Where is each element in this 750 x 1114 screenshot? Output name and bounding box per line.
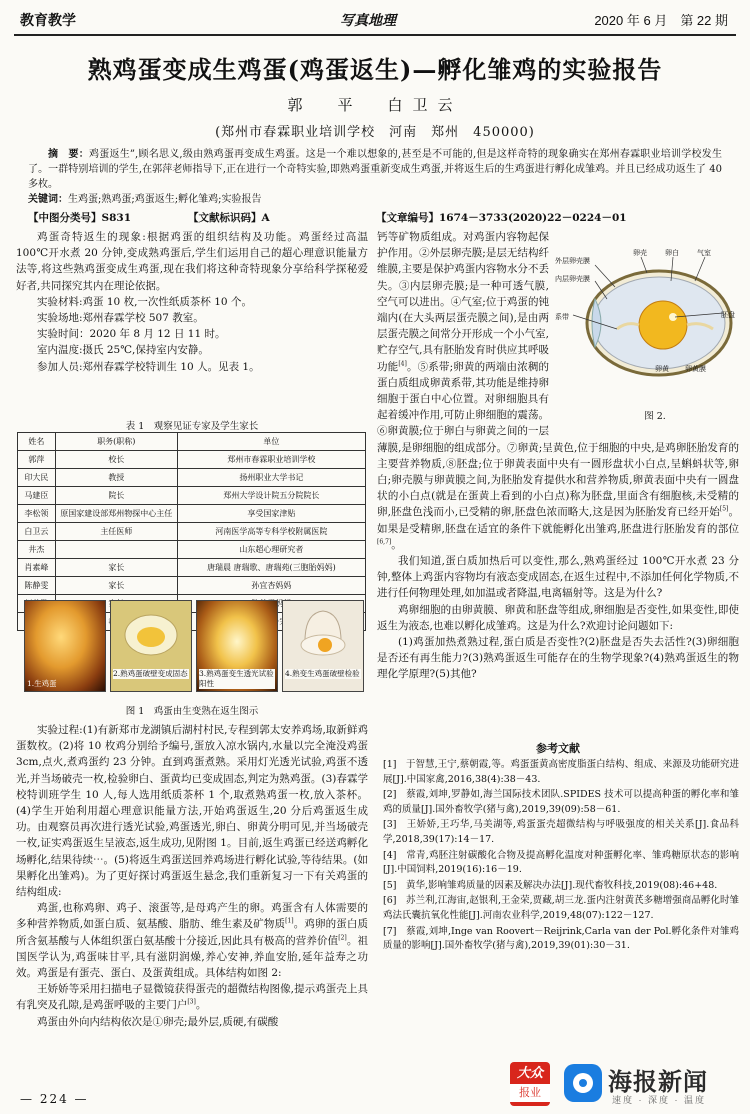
table-row [18, 577, 366, 595]
table-row [18, 451, 366, 469]
table-cell: 校长 [55, 451, 177, 469]
table-row [18, 505, 366, 523]
label-inner-membrane: 内层卵壳膜 [555, 275, 590, 283]
authors: 郭 平 白卫云 [287, 96, 463, 114]
table-cell: 郭萍 [18, 451, 56, 469]
journal-name: 写真地理 [340, 13, 396, 29]
table-cell: 印大民 [18, 469, 56, 487]
table-cell [55, 541, 177, 559]
photo-caption: 2.熟鸡蛋破壁变成固态 [113, 669, 188, 678]
abstract-label: 摘 要： [48, 149, 89, 160]
label-albumen: 卵白 [665, 249, 679, 257]
photo-caption: 1.生鸡蛋 [27, 679, 57, 688]
table-cell: 马建臣 [18, 487, 56, 505]
reference-item: [7] 蔡霞,刘坤,Inge van Roovert－Reijrink,Carla van der Pol.孵化条件对雏鸡质量的影响[J].国外畜牧学(猪与禽),2019,39(01):30－31. [383, 925, 739, 952]
intro-paragraph: 鸡蛋奇特返生的现象:根据鸡蛋的组织结构及功能。鸡蛋经过高温 100℃开水煮 20 分钟,变成熟鸡蛋后,学生们运用自己的超心理意识能量方法等,将这些熟鸡蛋变成生鸡蛋,现在我们将这种奇特现象分享给科学探秘爱好者,共同探究其内在理论依据。 [16, 231, 368, 292]
table-cell: 院长 [55, 487, 177, 505]
reference-item: [4] 常青,鸡胚注射碳酸化合物及提高孵化温度对种蛋孵化率、雏鸡糖原状态的影响[J].中国饲料,2019(16):16－19. [383, 849, 739, 876]
table-caption: 表 1 观察见证专家及学生家长 [125, 421, 259, 432]
label-yolk-membrane: 卵黄膜 [685, 365, 706, 373]
table-cell: 原国家建设部郑州物探中心主任 [55, 505, 177, 523]
table-cell: 河南医学高等专科学校附属医院 [177, 523, 365, 541]
article-title: 熟鸡蛋变成生鸡蛋(鸡蛋返生)—孵化雏鸡的实验报告 [87, 55, 663, 84]
table-cell: 孙宜杏妈妈 [177, 577, 365, 595]
table-header-cell: 职务(职称) [55, 433, 177, 451]
affiliation: (郑州市春霖职业培训学校 河南 郑州 450000) [215, 125, 535, 140]
table-cell: 白卫云 [18, 523, 56, 541]
structure-list-paragraph: 钙等矿物质组成。对鸡蛋内容物起保护作用。②外层卵壳膜;是层无结构纤维膜,主要是保护鸡蛋内容物水分不丢失。③内层卵壳膜;是一种可透气膜,空气可以进出。④气室;位于鸡蛋的钝端内(在大头两层蛋壳膜之间),是由两层蛋壳膜之间常分开形成一个小气室,贮存空气,具有胚胎发育时供应其呼吸功能[4]。⑤系带;卵黄的两端由浓稠的蛋白质组成卵黄系带,其功能是维持卵细胞于蛋白中心位置。对卵细胞具有起着缓冲作用,可防止卵细胞的震荡。⑥卵黄膜;位于卵白与卵黄之间的一层薄膜,是卵细胞的组成部分。⑦卵黄;呈黄色,位于细胞的中央,是鸡卵胚胎发育的主要营养物质,⑧胚盘;位于卵黄表面中央有一圆形盘状小白点,呈蝌蚪状等,卵白;卵壳膜与卵黄膜之间,为胚胎发育提供水和营养物质,卵黄表面中央有一圆盘状的小白点(就是在蛋黄上看到的小白点)称为胚盘,里面含有细胞核,未受精的卵,胚盘色浅而小,已受精的卵,胚盘色浓而略大,这是因为胚胎发育已经开始[5]。如果是受精卵,胚盘在适宜的条件下就能孵化出雏鸡,胚盘进行胚胎发育的部位[6,7]。 [377, 231, 739, 551]
reference-item: [2] 蔡霞,刘坤,罗静如,海兰国际技术团队.SPIDES 技术可以提高种蛋的孵化率和雏鸡的质量[J].国外畜牧学(猪与禽),2019,39(09):58－61. [383, 789, 739, 815]
outside-paragraph: 鸡蛋由外向内结构依次是①卵壳;最外层,质硬,有碳酸 [37, 1015, 279, 1028]
photo-candling-test [196, 600, 278, 692]
reference-item: [6] 苏兰利,江海宙,赵银利,王金荣,贾藏,胡三龙.蛋内注射黄芪多糖增强商品孵化时雏鸡法氏囊抗氧化性能[J].河南农业科学,2019,48(07):122－127. [383, 895, 739, 921]
badge-bottom-text: 报业 [510, 1084, 550, 1102]
keywords-label: 关键词： [28, 194, 68, 205]
participants-line: 参加人员:郑州春霖学校特训生 10 人。见表 1。 [37, 360, 260, 373]
reference-item: [3] 王娇娇,王巧华,马美湖等,鸡蛋蛋壳超微结构与呼吸强度的相关关系[J].食品科学,2018,39(17):14－17. [383, 819, 739, 845]
figure-2-caption: 图 2. [644, 411, 666, 422]
questions-paragraph: (1)鸡蛋加热煮熟过程,蛋白质是否变性?(2)胚盘是否失去活性?(3)卵细胞是否还有再生能力?(3)熟鸡蛋返生可能存在的生物学现象?(4)熟鸡蛋返生的物理化学原理?(5)其他? [377, 636, 739, 681]
temperature-line: 室内温度:摄氏 25℃,保持室内安静。 [37, 344, 209, 357]
keywords [28, 193, 722, 207]
table-cell: 山东超心理研究者 [177, 541, 365, 559]
table-row [18, 523, 366, 541]
label-yolk: 卵黄 [655, 365, 669, 373]
table-cell: 主任医师 [55, 523, 177, 541]
haibao-brand: 海报新闻 [608, 1069, 708, 1096]
table-cell: 家长 [55, 577, 177, 595]
figure-1-caption: 图 1 鸡蛋由生变熟在返生图示 [125, 706, 259, 717]
table-cell: 家长 [55, 559, 177, 577]
table-cell: 唐瑞晨 唐瑞歌、唐瑞苑(三胞胎妈妈) [177, 559, 365, 577]
photo-caption: 3.熟鸡蛋变生透光试验阳性 [199, 669, 274, 688]
table-row [18, 469, 366, 487]
keywords-text: 生鸡蛋;熟鸡蛋;鸡蛋返生;孵化雏鸡;实验报告 [68, 194, 262, 205]
label-air-cell: 气室 [697, 249, 711, 257]
table-cell: 扬州职业大学书记 [177, 469, 365, 487]
abstract [28, 147, 722, 192]
table-header-cell: 姓名 [18, 433, 56, 451]
label-outer-membrane: 外层卵壳膜 [555, 257, 590, 265]
left-column-bottom [16, 722, 368, 1030]
cooked-egg-illustration [111, 605, 191, 665]
table-row [18, 487, 366, 505]
process-paragraph: 实验过程:(1)有新郑市龙湖镇后湖村村民,专程到郭太安养鸡场,取新鲜鸡蛋数枚。(2)将 10 枚鸡分别给予编号,蛋放入凉水锅内,水量以完全淹没鸡蛋 3cm,点火,煮鸡蛋约 23 分钟。直到鸡蛋煮熟。采用灯光透光试验,鸡蛋不透光,并当场破壳一枚,检验卵白、蛋黄均已变成固态,判定为熟鸡蛋。(3)春霖学校特训班学生 10 人,每人选用纸质茶杯 1 个,取煮熟鸡蛋一枚,放入茶杯。(4)学生开始利用超心理意识能量方法,开始鸡蛋返生,20 分后鸡蛋返生成功。由观察员再次进行透光试验,鸡蛋透光,卵白、卵黄分明可见,并当场破壳一枚,证实鸡蛋返生呈液态,返生成功,见附图 1。目前,返生鸡蛋已经送鸡孵化场孵化,结果待续⋯。(5)将返生鸡蛋送回养鸡场进行孵化试验,等待结果。(如果孵化出雏鸡)。为了更好探讨鸡蛋返生悬念,我们重新复习一下有关鸡蛋的结构组成: [16, 724, 368, 899]
photo-caption: 4.熟变生鸡蛋破壁检验 [285, 669, 360, 678]
right-column-top [377, 229, 739, 683]
materials-line: 实验材料:鸡蛋 10 枚,一次性纸质茶杯 10 个。 [37, 295, 252, 308]
time-line: 实验时间：2020 年 8 月 12 日 11 时。 [37, 328, 226, 341]
table-cell: 享受国家津贴 [177, 505, 365, 523]
table-cell: 李松领 [18, 505, 56, 523]
section-label: 教育教学 [20, 13, 76, 29]
table-cell: 井杰 [18, 541, 56, 559]
table-cell: 陈静雯 [18, 577, 56, 595]
photo-returned-egg [282, 600, 364, 692]
left-column-top [16, 229, 368, 375]
table-cell: 郑州大学设计院五分院院长 [177, 487, 365, 505]
badge-top-text: 大众 [516, 1065, 543, 1080]
wang-paragraph: 王娇娇等采用扫描电子显微镜获得蛋壳的超微结构图像,提示鸡蛋壳上具有乳突及孔隙,是鸡蛋呼吸的主要门户[3]。 [16, 983, 368, 1012]
article-number: 【文章编号】1674－3733(2020)22－0224－01 [376, 212, 627, 224]
page-number: — 224 — [20, 1092, 89, 1106]
structure-paragraph: 鸡蛋,也称鸡卵、鸡子、滚蛋等,是母鸡产生的卵。鸡蛋含有人体需要的多种营养物质,如蛋白质、氨基酸、脂肪、维生素及矿物质[1]。鸡卵的蛋白质所含氨基酸与人体组织蛋白氨基酸十分接近,因此具有极高的营养价值[2]。祖国医学认为,鸡蛋味甘平,具有滋阴润燥,养心安神,养血安胎,延年益寿之功效。鸡蛋是有蛋壳、蛋白、及蛋黄组成。具体结构如图 2: [16, 902, 369, 980]
document-code: 【文献标识码】A [188, 212, 270, 224]
denaturation-paragraph: 我们知道,蛋白质加热后可以变性,那么,熟鸡蛋经过 100℃开水煮 23 分钟,整体上鸡蛋内容物均有液态变成固态,在返生过程中,不添加任何化学物质,不进行任何物理处理,如加温或者降温,电离辐射等。这是为什么? [377, 555, 739, 600]
label-shell: 卵壳 [633, 249, 647, 257]
place-line: 实验场地:郑州春霖学校 507 教室。 [37, 312, 204, 325]
table-row [18, 559, 366, 577]
figure-2 [555, 229, 739, 427]
issue-info: 2020 年 6 月 第 22 期 [594, 13, 728, 28]
broken-egg-illustration [283, 601, 363, 667]
reference-item: [5] 黄华,影响雏鸡质量的因素及解决办法[J].现代畜牧科技,2019(08):46+48. [383, 879, 718, 891]
table-row [18, 541, 366, 559]
table-header-row [18, 433, 366, 451]
references-title: 参考文献 [536, 742, 580, 755]
table-cell: 郑州市春霖职业培训学校 [177, 451, 365, 469]
table-cell: 教授 [55, 469, 177, 487]
table-cell: 肖素峰 [18, 559, 56, 577]
label-blastodisc: 胚盘 [721, 311, 735, 319]
haibao-slogan: 速度 · 深度 · 温度 [612, 1095, 706, 1105]
table-header-cell: 单位 [177, 433, 365, 451]
references-list [383, 758, 739, 955]
photo-cooked-egg [110, 600, 192, 692]
haibao-logo-icon [564, 1064, 602, 1102]
label-chalaza: 系带 [555, 313, 569, 321]
dazhong-badge [510, 1062, 550, 1106]
abstract-text: 鸡蛋返生”,顾名思义,级由熟鸡蛋再变成生鸡蛋。这是一个难以想象的,甚至是不可能的,但是这样奇特的现象确实在郑州春霖职业培训学校发生了。一群特别培训的学生,在郭萍老师指导下,正在进行一个奇特实验,即熟鸡蛋重新变成生鸡蛋,并将返生后的生鸡蛋进行孵化成雏鸡。并且已经成功返生了 40 多枚。 [28, 149, 723, 190]
discussion-intro: 鸡卵细胞的由卵黄膜、卵黄和胚盘等组成,卵细胞是否变性,如果变性,即使返生为液态,也难以孵化成雏鸡。这是为什么?欢迎讨论问题如下: [377, 603, 739, 632]
reference-item: [1] 于智慧,王宁,蔡朝霞,等。鸡蛋蛋黄高密度脂蛋白结构、组成、来源及功能研究进展[J].中国家禽,2016,38(4):38－43. [383, 759, 739, 785]
header-rule [14, 34, 736, 36]
clc-number: 【中图分类号】S831 [28, 212, 132, 224]
photo-raw-egg [24, 600, 106, 692]
